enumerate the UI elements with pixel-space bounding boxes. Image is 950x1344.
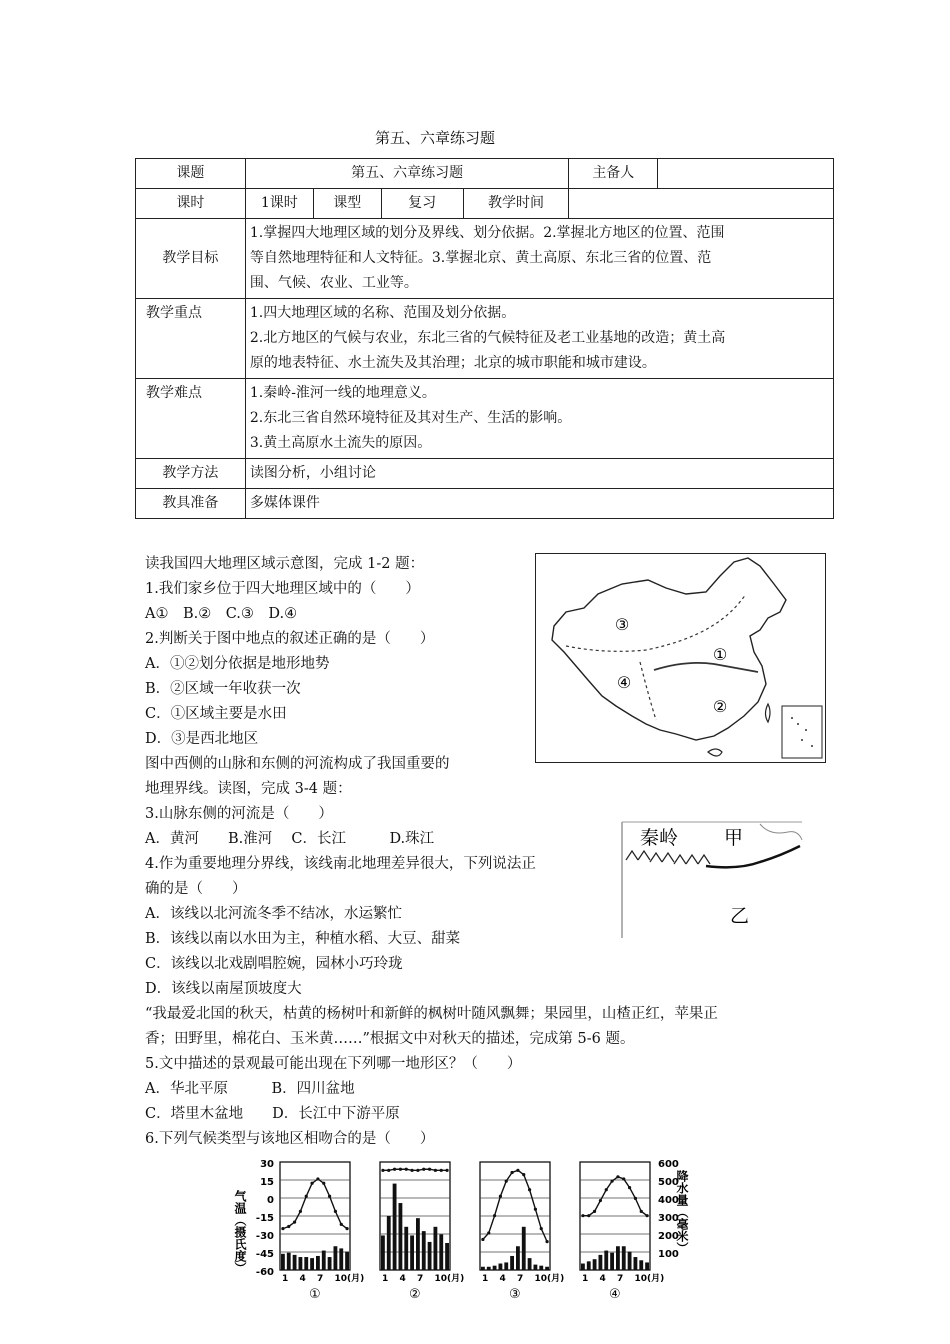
label-tools: 教具准备 xyxy=(136,489,246,519)
question-4-option-c: C．该线以北戏剧唱腔婉，园林小巧玲珑 xyxy=(145,956,403,972)
precip-bar xyxy=(393,1184,397,1270)
precip-bar xyxy=(434,1227,438,1270)
precip-bar xyxy=(616,1246,620,1270)
precip-bar xyxy=(287,1253,291,1270)
value-method: 读图分析，小组讨论 xyxy=(245,459,833,489)
temperature-point xyxy=(593,1210,596,1213)
precip-bar xyxy=(628,1252,632,1270)
temperature-point xyxy=(645,1214,648,1217)
temperature-point xyxy=(587,1214,590,1217)
value-tools: 多媒体课件 xyxy=(245,489,833,519)
temperature-point xyxy=(393,1168,396,1171)
temperature-point xyxy=(422,1168,425,1171)
month-tick: 4 xyxy=(599,1274,606,1284)
label-goals: 教学目标 xyxy=(136,219,246,299)
precip-bar xyxy=(639,1260,643,1270)
value-topic: 第五、六章练习题 xyxy=(245,159,569,189)
huaihe-river xyxy=(706,846,800,867)
intro-q3-4-line1: 图中西侧的山脉和东侧的河流构成了我国重要的 xyxy=(145,756,450,772)
temperature-point xyxy=(399,1168,402,1171)
precip-bar xyxy=(304,1257,308,1270)
taiwan-island xyxy=(766,704,771,722)
question-6: 6.下列气候类型与该地区相吻合的是（ ） xyxy=(145,1131,435,1147)
passage-line1: “我最爱北国的秋天，枯黄的杨树叶和新鲜的枫树叶随风飘舞；果园里，山楂正红，苹果正 xyxy=(145,1006,718,1022)
temperature-line xyxy=(383,1169,447,1170)
question-4-line2: 确的是（ ） xyxy=(145,881,247,897)
label-difficulties: 教学难点 xyxy=(136,379,246,459)
temperature-line xyxy=(283,1179,347,1229)
precip-bar xyxy=(599,1255,603,1270)
label-lesson-type: 课型 xyxy=(313,189,381,219)
month-tick: 1 xyxy=(482,1274,489,1284)
month-tick: 7 xyxy=(617,1274,624,1284)
precip-bar xyxy=(634,1257,638,1270)
intro-q1-2: 读我国四大地理区域示意图，完成 1-2 题： xyxy=(145,556,425,572)
question-1-options: A① B.② C.③ D.④ xyxy=(145,606,298,622)
temperature-point xyxy=(305,1195,308,1198)
temperature-line xyxy=(583,1177,647,1216)
label-jia: 甲 xyxy=(724,827,744,849)
china-outline xyxy=(552,558,786,740)
precip-bar xyxy=(299,1257,303,1270)
temperature-point xyxy=(545,1240,548,1243)
goal-line: 围、气候、农业、工业等。 xyxy=(249,275,418,291)
question-3: 3.山脉东侧的河流是（ ） xyxy=(145,806,333,822)
precip-bar xyxy=(316,1256,320,1270)
precip-bar xyxy=(428,1242,432,1270)
temperature-point xyxy=(328,1195,331,1198)
temperature-point xyxy=(505,1180,508,1183)
left-tick: 30 xyxy=(260,1159,274,1170)
temperature-point xyxy=(445,1169,448,1172)
region-boundary-north-northwest xyxy=(566,594,746,651)
precip-bar xyxy=(322,1251,326,1270)
value-goals xyxy=(245,219,833,299)
month-tick: 7 xyxy=(417,1274,424,1284)
goal-line: 1.掌握四大地理区域的划分及界线、划分依据。2.掌握北方地区的位置、范围 xyxy=(249,225,725,241)
temperature-point xyxy=(322,1182,325,1185)
month-tick: 10(月) xyxy=(434,1274,465,1284)
question-5-options-ab: A．华北平原 B．四川盆地 xyxy=(145,1081,355,1097)
passage-line2: 香；田野里，棉花白、玉米黄……”根据文中对秋天的描述，完成第 5-6 题。 xyxy=(145,1031,635,1047)
right-axis-title: 降水量（毫米） xyxy=(675,1170,689,1254)
month-tick: 10(月) xyxy=(634,1274,665,1284)
temperature-point xyxy=(416,1169,419,1172)
precip-bar xyxy=(445,1243,449,1270)
left-tick: -60 xyxy=(255,1267,274,1278)
temperature-point xyxy=(405,1168,408,1171)
region-label-2: ② xyxy=(712,697,728,716)
temperature-point xyxy=(316,1177,319,1180)
key-line: 2.北方地区的气候与农业，东北三省的气候特征及老工业基地的改造；黄土高 xyxy=(249,330,726,346)
temperature-point xyxy=(434,1169,437,1172)
value-key-points xyxy=(245,299,833,379)
month-tick: 10(月) xyxy=(534,1274,565,1284)
region-label-4: ④ xyxy=(616,673,632,692)
climate-chart-label: ③ xyxy=(509,1287,521,1302)
region-label-3: ③ xyxy=(614,615,630,634)
climate-chart-label: ① xyxy=(309,1287,321,1302)
precip-bar xyxy=(534,1265,538,1270)
diff-line: 1.秦岭-淮河一线的地理意义。 xyxy=(249,385,436,401)
question-4-line1: 4.作为重要地理分界线，该线南北地理差异很大，下列说法正 xyxy=(145,856,536,872)
label-topic: 课题 xyxy=(136,159,246,189)
precip-bar xyxy=(545,1267,549,1270)
temperature-point xyxy=(281,1227,284,1230)
temperature-point xyxy=(334,1210,337,1213)
precip-bar xyxy=(339,1248,343,1270)
right-tick: 400 xyxy=(658,1195,679,1206)
question-4-option-d: D．该线以南屋顶坡度大 xyxy=(145,981,302,997)
temperature-point xyxy=(345,1227,348,1230)
south-sea-inset xyxy=(782,706,822,758)
region-label-1: ① xyxy=(712,645,728,664)
month-tick: 7 xyxy=(317,1274,324,1284)
question-4-option-b: B．该线以南以水田为主，种植水稻、大豆、甜菜 xyxy=(145,931,461,947)
coast-line xyxy=(760,824,802,840)
temperature-point xyxy=(293,1221,296,1224)
month-tick: 1 xyxy=(582,1274,589,1284)
temperature-point xyxy=(481,1238,484,1241)
label-preparer: 主备人 xyxy=(569,159,658,189)
question-4-option-a: A．该线以北河流冬季不结冰，水运繁忙 xyxy=(145,906,402,922)
precip-bar xyxy=(516,1246,520,1270)
question-2-option-c: C．①区域主要是水田 xyxy=(145,706,287,722)
question-2-option-b: B．②区域一年收获一次 xyxy=(145,681,301,697)
value-period: 1课时 xyxy=(245,189,313,219)
precip-bar xyxy=(328,1257,332,1270)
precip-bar xyxy=(422,1231,426,1270)
precip-bar xyxy=(539,1266,543,1270)
label-teaching-time: 教学时间 xyxy=(463,189,569,219)
precip-bar xyxy=(334,1246,338,1270)
month-tick: 7 xyxy=(517,1274,524,1284)
right-tick: 600 xyxy=(658,1159,679,1170)
precip-bar xyxy=(310,1258,314,1270)
month-tick: 1 xyxy=(282,1274,289,1284)
right-tick: 100 xyxy=(658,1249,679,1260)
document-title: 第五、六章练习题 xyxy=(374,129,495,147)
mountain-symbols xyxy=(626,851,710,864)
precip-bar xyxy=(293,1255,297,1270)
temperature-point xyxy=(310,1182,313,1185)
temperature-point xyxy=(581,1214,584,1217)
precip-bar xyxy=(587,1261,591,1270)
temperature-point xyxy=(428,1168,431,1171)
month-tick: 4 xyxy=(399,1274,406,1284)
month-tick: 1 xyxy=(382,1274,389,1284)
precip-bar xyxy=(387,1216,391,1270)
precip-bar xyxy=(439,1234,443,1270)
temperature-point xyxy=(528,1188,531,1191)
precip-bar xyxy=(416,1218,420,1270)
label-key-points: 教学重点 xyxy=(136,299,246,379)
temperature-point xyxy=(616,1175,619,1178)
temperature-point xyxy=(410,1169,413,1172)
intro-q3-4-line2: 地理界线。读图，完成 3-4 题： xyxy=(145,781,352,797)
question-1: 1.我们家乡位于四大地理区域中的（ ） xyxy=(145,581,420,597)
precip-bar xyxy=(522,1227,526,1270)
temperature-point xyxy=(605,1188,608,1191)
temperature-point xyxy=(440,1169,443,1172)
value-lesson-type: 复习 xyxy=(381,189,463,219)
key-line: 原的地表特征、水土流失及其治理；北京的城市职能和城市建设。 xyxy=(249,355,656,371)
precip-bar xyxy=(581,1264,585,1270)
left-tick: 0 xyxy=(267,1195,274,1206)
temperature-point xyxy=(522,1173,525,1176)
temperature-point xyxy=(516,1169,519,1172)
right-tick: 200 xyxy=(658,1231,679,1242)
temperature-point xyxy=(634,1197,637,1200)
left-axis-title: 气温（摄氏度） xyxy=(233,1190,247,1274)
temperature-point xyxy=(510,1171,513,1174)
key-line: 1.四大地理区域的名称、范围及划分依据。 xyxy=(249,305,516,321)
temperature-point xyxy=(540,1227,543,1230)
temperature-point xyxy=(628,1186,631,1189)
qinling-huaihe-map xyxy=(620,818,805,940)
question-5-options-cd: C．塔里木盆地 D．长江中下游平原 xyxy=(145,1106,400,1122)
precip-bar xyxy=(510,1256,514,1270)
goal-line: 等自然地理特征和人文特征。3.掌握北京、黄土高原、东北三省的位置、范 xyxy=(249,250,712,266)
precip-bar xyxy=(604,1251,608,1270)
diff-line: 2.东北三省自然环境特征及其对生产、生活的影响。 xyxy=(249,410,572,426)
temperature-point xyxy=(599,1199,602,1202)
hainan-island xyxy=(708,749,722,756)
temperature-point xyxy=(640,1210,643,1213)
value-difficulties xyxy=(245,379,833,459)
region-boundary-qinling-huaihe xyxy=(654,663,758,672)
temperature-point xyxy=(610,1180,613,1183)
question-2: 2.判断关于图中地点的叙述正确的是（ ） xyxy=(145,631,435,647)
temperature-line xyxy=(483,1170,547,1241)
diff-line: 3.黄土高原水土流失的原因。 xyxy=(249,435,432,451)
label-yi: 乙 xyxy=(730,905,750,927)
precip-bar xyxy=(622,1246,626,1270)
precip-bar xyxy=(345,1252,349,1270)
temperature-point xyxy=(381,1169,384,1172)
temperature-point xyxy=(487,1231,490,1234)
label-qinling: 秦岭 xyxy=(640,827,679,849)
precip-bar xyxy=(493,1266,497,1270)
right-tick: 500 xyxy=(658,1177,679,1188)
temperature-point xyxy=(287,1225,290,1228)
china-regions-map xyxy=(535,553,826,763)
value-preparer xyxy=(658,159,834,189)
left-tick: -45 xyxy=(255,1249,274,1260)
climate-chart-label: ② xyxy=(409,1287,421,1302)
question-2-option-d: D．③是西北地区 xyxy=(145,731,259,747)
region-boundary-qinghai-tibet xyxy=(640,662,656,720)
label-method: 教学方法 xyxy=(136,459,246,489)
precip-bar xyxy=(281,1254,285,1270)
precip-bar xyxy=(528,1258,532,1270)
question-2-option-a: A．①②划分依据是地形地势 xyxy=(145,656,330,672)
label-period: 课时 xyxy=(136,189,246,219)
temperature-point xyxy=(340,1223,343,1226)
climate-chart-label: ④ xyxy=(609,1287,621,1302)
precip-bar xyxy=(593,1259,597,1270)
left-tick: 15 xyxy=(260,1177,274,1188)
question-3-options: A．黄河 B.淮河 C．长江 D.珠江 xyxy=(145,831,435,847)
china-map-drawing xyxy=(536,554,825,762)
precip-bar xyxy=(399,1203,403,1270)
temperature-point xyxy=(493,1214,496,1217)
temperature-point xyxy=(534,1208,537,1211)
climate-charts xyxy=(230,1158,700,1302)
lesson-plan-table xyxy=(135,158,834,519)
left-tick: -30 xyxy=(255,1231,274,1242)
precip-bar xyxy=(499,1264,503,1270)
precip-bar xyxy=(487,1267,491,1270)
precip-bar xyxy=(504,1262,508,1270)
precip-bar xyxy=(610,1253,614,1270)
precip-bar xyxy=(645,1262,649,1270)
temperature-point xyxy=(387,1169,390,1172)
month-tick: 10(月) xyxy=(334,1274,365,1284)
left-tick: -15 xyxy=(255,1213,274,1224)
temperature-point xyxy=(622,1177,625,1180)
precip-bar xyxy=(381,1235,385,1270)
month-tick: 4 xyxy=(299,1274,306,1284)
temperature-point xyxy=(299,1210,302,1213)
precip-bar xyxy=(404,1227,408,1270)
temperature-point xyxy=(499,1195,502,1198)
question-5: 5.文中描述的景观最可能出现在下列哪一地形区？（ ） xyxy=(145,1056,522,1072)
precip-bar xyxy=(481,1267,485,1270)
precip-bar xyxy=(410,1235,414,1270)
month-tick: 4 xyxy=(499,1274,506,1284)
value-teaching-time xyxy=(569,189,834,219)
right-tick: 300 xyxy=(658,1213,679,1224)
